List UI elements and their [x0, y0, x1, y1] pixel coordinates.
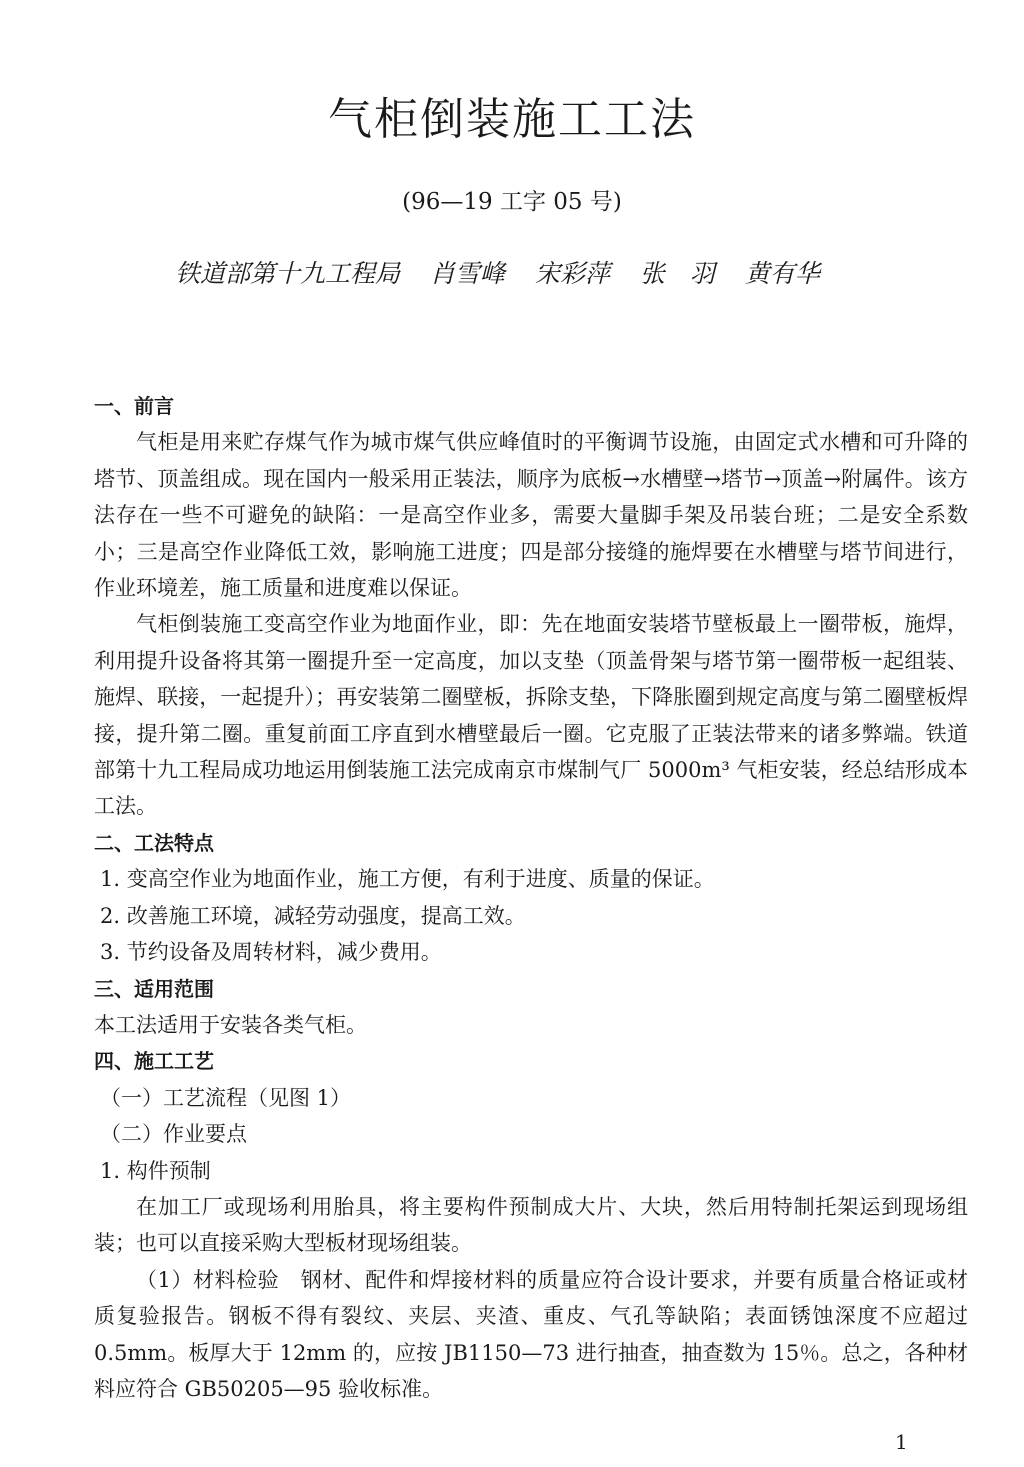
document-number: (96—19 工字 05 号) [402, 189, 622, 215]
paragraph: 在加工厂或现场利用胎具，将主要构件预制成大片、大块，然后用特制托架运到现场组装；也可以直接采购大型板材现场组装。 [94, 1194, 968, 1256]
list-item: 1. 构件预制 [100, 1158, 211, 1183]
document-body [94, 388, 968, 1407]
document-title: 气柜倒装施工工法 [328, 94, 696, 145]
author-line [175, 256, 875, 292]
subsection-heading: （二）作业要点 [100, 1122, 247, 1147]
section-heading: 四、施工工艺 [94, 1049, 214, 1074]
paragraph: 气柜是用来贮存煤气作为城市煤气供应峰值时的平衡调节设施，由固定式水槽和可升降的塔节、顶盖组成。现在国内一般采用正装法，顺序为底板→水槽壁→塔节→顶盖→附属件。该方法存在一些不可避免的缺陷：一是高空作业多，需要大量脚手架及吊装台班；二是安全系数小；三是高空作业降低工效，影响施工进度；四是部分接缝的施焊要在水槽壁与塔节间进行，作业环境差，施工质量和进度难以保证。 [94, 430, 968, 601]
paragraph: （1）材料检验 钢材、配件和焊接材料的质量应符合设计要求，并要有质量合格证或材质复验报告。钢板不得有裂纹、夹层、夹渣、重皮、气孔等缺陷；表面锈蚀深度不应超过 0.5mm。板厚大于 12mm 的，应按 JB1150—73 进行抽查，抽查数为 15％。总之，各种材料应符合 GB50205—95 验收标准。 [94, 1267, 968, 1401]
paragraph: 本工法适用于安装各类气柜。 [94, 1012, 367, 1037]
author-organization: 铁道部第十九工程局 [175, 259, 401, 288]
list-item: 1. 变高空作业为地面作业，施工方便，有利于进度、质量的保证。 [100, 867, 715, 892]
paragraph: 气柜倒装施工变高空作业为地面作业，即：先在地面安装塔节壁板最上一圈带板，施焊，利用提升设备将其第一圈提升至一定高度，加以支垫（顶盖骨架与塔节第一圈带板一起组装、施焊、联接，一起提升）；再安装第二圈壁板，拆除支垫，下降胀圈到规定高度与第二圈壁板焊接，提升第二圈。重复前面工序直到水槽壁最后一圈。它克服了正装法带来的诸多弊端。铁道部第十九工程局成功地运用倒装施工法完成南京市煤制气厂 5000m³ 气柜安装，经总结形成本工法。 [94, 612, 968, 819]
section-heading: 三、适用范围 [94, 976, 214, 1001]
author-name: 张 羽 [639, 259, 715, 288]
author-name: 黄有华 [744, 259, 820, 288]
author-name: 肖雪峰 [429, 259, 505, 288]
list-item: 2. 改善施工环境，减轻劳动强度，提高工效。 [100, 903, 526, 928]
author-name: 宋彩萍 [534, 259, 610, 288]
section-heading: 一、前言 [94, 394, 174, 418]
section-heading: 二、工法特点 [94, 830, 214, 855]
page-number: 1 [895, 1430, 908, 1454]
list-item: 3. 节约设备及周转材料，减少费用。 [100, 940, 442, 965]
subsection-heading: （一）工艺流程（见图 1） [100, 1085, 352, 1110]
